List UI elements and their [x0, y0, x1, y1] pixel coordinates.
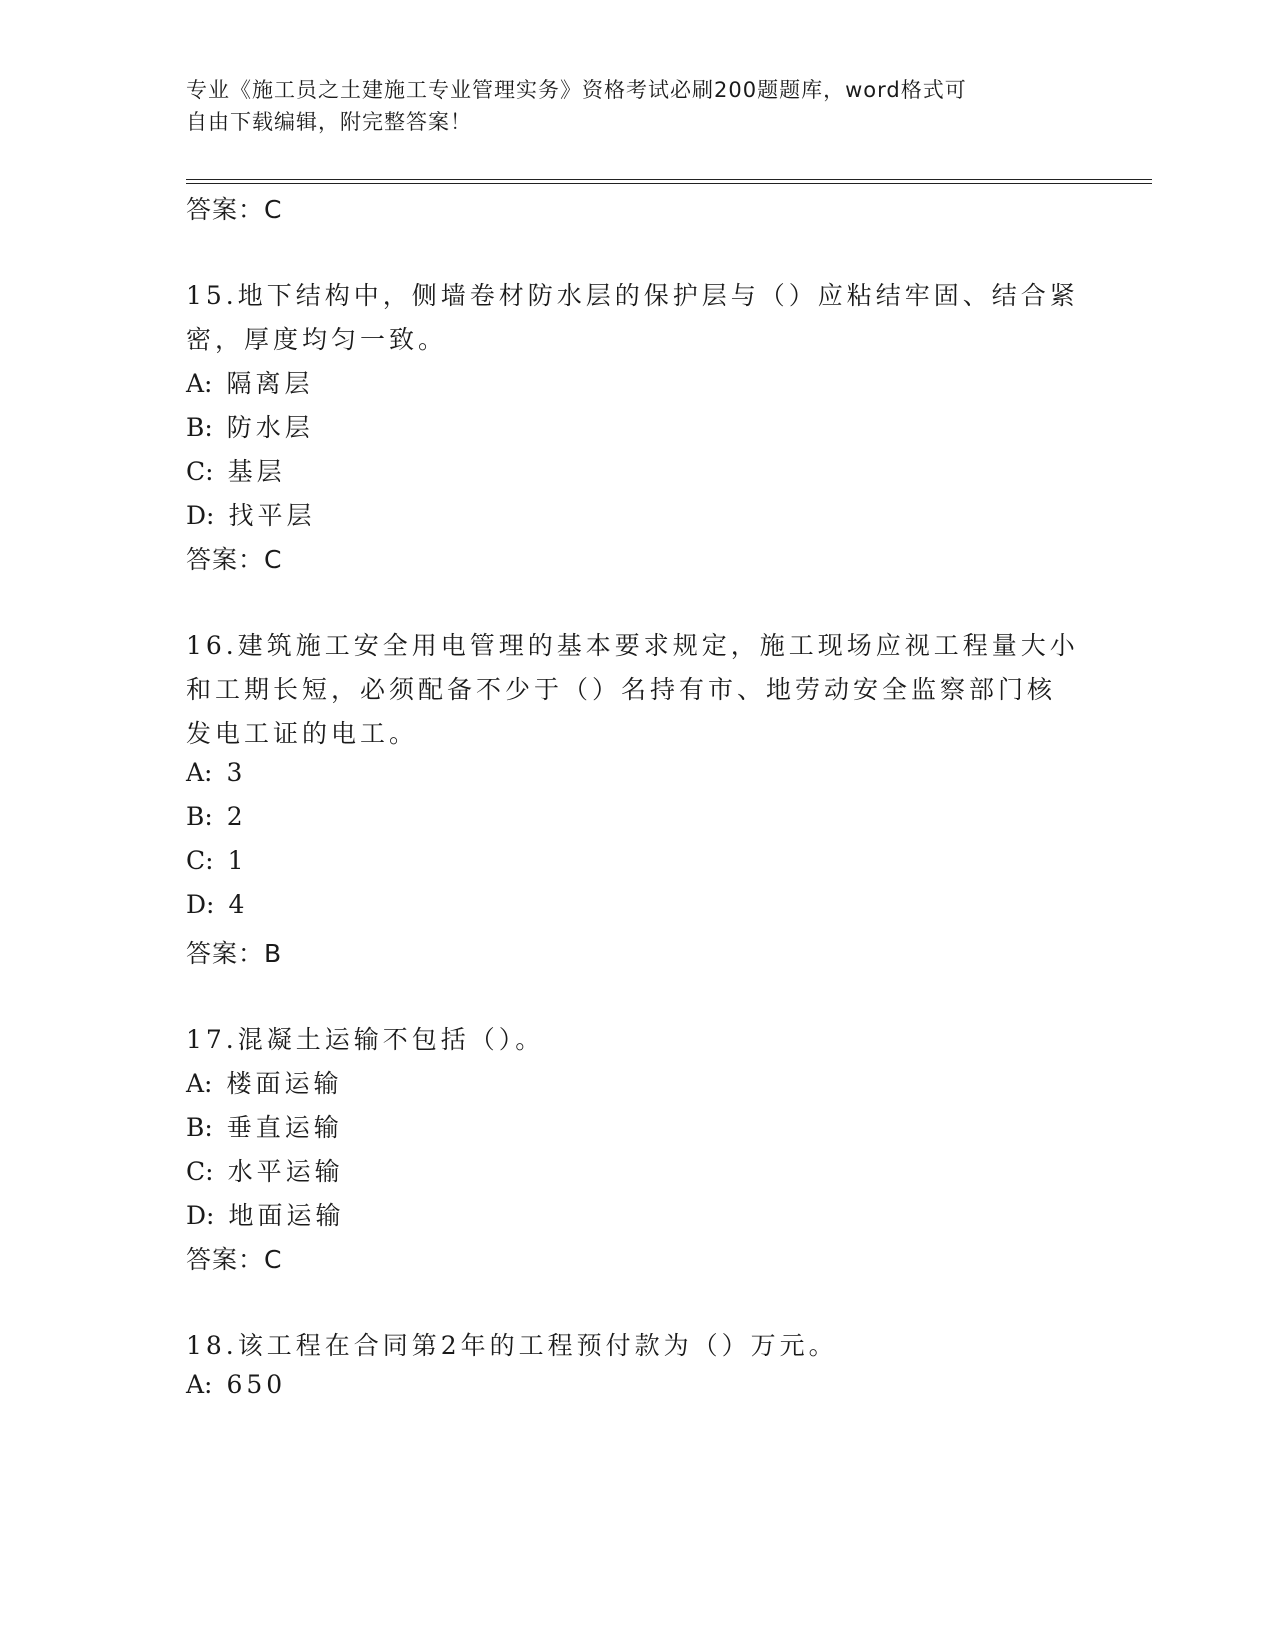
- question-15-option-b: [186, 408, 314, 444]
- question-15-option-d: [186, 496, 315, 532]
- option-letter: B:: [186, 1113, 213, 1142]
- option-text: 地面运输: [228, 1201, 345, 1230]
- question-15-line-1: 15.地下结构中，侧墙卷材防水层的保护层与（）应粘结牢固、结合紧: [186, 281, 1079, 310]
- option-text: 2: [226, 802, 247, 831]
- header-line-1: 专业《施工员之土建施工专业管理实务》资格考试必刷200题题库，word格式可: [186, 78, 967, 102]
- header-rule-bottom: [186, 183, 1152, 184]
- option-letter: A:: [186, 1370, 213, 1399]
- question-15-line-2: 密，厚度均匀一致。: [186, 325, 448, 354]
- question-16-line-2: 和工期长短，必须配备不少于（）名持有市、地劳动安全监察部门核: [186, 675, 1057, 704]
- option-text: 650: [226, 1370, 287, 1399]
- question-17-answer: 答案：C: [186, 1245, 283, 1274]
- question-15-option-c: [186, 452, 286, 488]
- option-letter: C:: [186, 1157, 214, 1186]
- question-17-option-a: [186, 1064, 343, 1100]
- question-17-option-d: [186, 1196, 344, 1232]
- option-text: 找平层: [228, 501, 316, 530]
- option-text: 4: [228, 890, 249, 919]
- option-letter: A:: [186, 1069, 213, 1098]
- question-17-option-b: [186, 1108, 343, 1144]
- question-16-line-1: 16.建筑施工安全用电管理的基本要求规定，施工现场应视工程量大小: [186, 631, 1079, 660]
- option-text: 基层: [227, 457, 286, 486]
- header-rule-top: [186, 179, 1152, 180]
- question-18-option-a: [186, 1370, 286, 1399]
- question-16-line-3: 发电工证的电工。: [186, 719, 419, 748]
- option-letter: B:: [186, 802, 213, 831]
- question-18-line-1: 18.该工程在合同第2年的工程预付款为（）万元。: [186, 1331, 838, 1360]
- option-letter: A:: [186, 369, 213, 398]
- option-text: 楼面运输: [226, 1069, 343, 1098]
- option-letter: D:: [186, 501, 215, 530]
- question-16-option-a: [186, 758, 246, 787]
- question-15-answer: 答案：C: [186, 545, 283, 574]
- question-16-answer: 答案：B: [186, 939, 283, 968]
- option-text: 3: [226, 758, 247, 787]
- option-letter: D:: [186, 890, 215, 919]
- option-letter: A:: [186, 758, 213, 787]
- question-16-option-c: [186, 846, 247, 875]
- question-17-line-1: 17.混凝土运输不包括（）。: [186, 1025, 545, 1054]
- header-line-2: 自由下载编辑，附完整答案！: [186, 110, 472, 134]
- option-text: 防水层: [226, 413, 314, 442]
- question-16-option-b: [186, 802, 247, 831]
- option-text: 垂直运输: [226, 1113, 343, 1142]
- option-letter: C:: [186, 846, 214, 875]
- option-letter: C:: [186, 457, 214, 486]
- option-letter: D:: [186, 1201, 215, 1230]
- option-text: 1: [227, 846, 248, 875]
- option-text: 隔离层: [226, 369, 314, 398]
- prev-answer: 答案：C: [186, 195, 283, 224]
- option-letter: B:: [186, 413, 213, 442]
- question-17-option-c: [186, 1152, 344, 1188]
- question-15-option-a: [186, 364, 314, 400]
- option-text: 水平运输: [227, 1157, 344, 1186]
- document-header: [186, 74, 1066, 138]
- question-16-option-d: [186, 890, 248, 919]
